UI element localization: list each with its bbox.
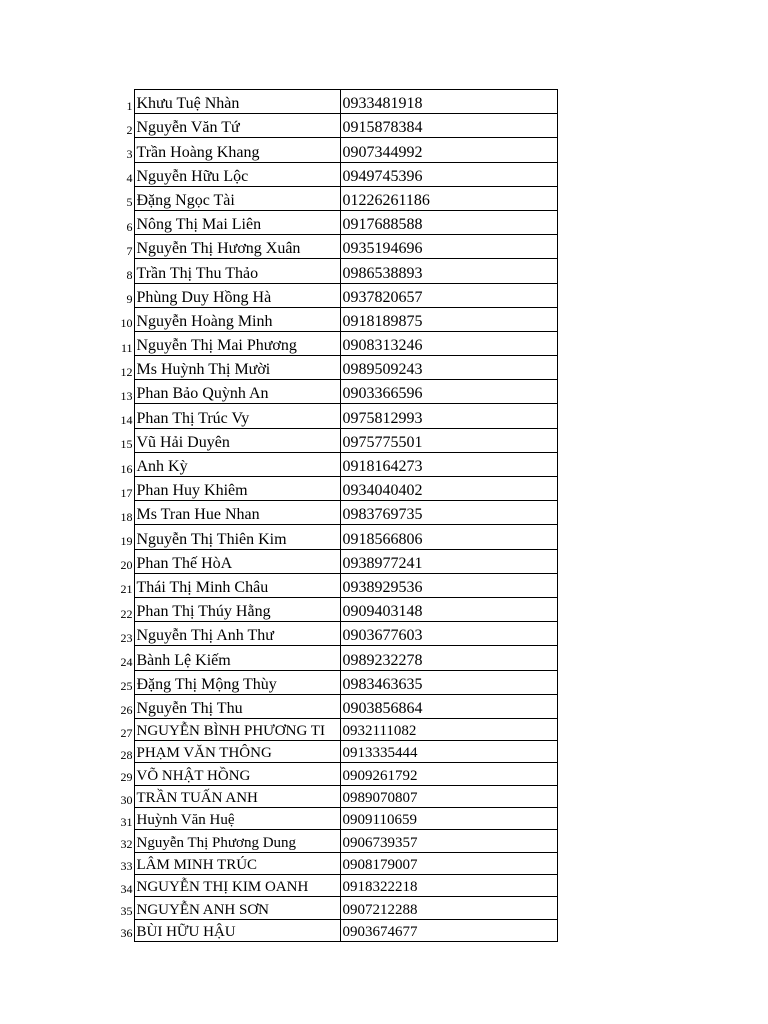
row-number: 9 bbox=[126, 292, 133, 307]
phone-number-cell[interactable]: 0983769735 bbox=[340, 501, 557, 525]
phone-number-cell[interactable]: 0989070807 bbox=[340, 785, 557, 807]
contact-name-cell[interactable]: Trần Thị Thu Thảo bbox=[134, 259, 340, 283]
row-number: 5 bbox=[126, 195, 133, 210]
table-row bbox=[114, 597, 557, 621]
contact-name-cell[interactable]: Nguyễn Hoàng Minh bbox=[134, 307, 340, 331]
table-row bbox=[114, 741, 557, 763]
table-row bbox=[114, 235, 557, 259]
row-number: 3 bbox=[126, 147, 133, 162]
row-number: 32 bbox=[120, 837, 133, 852]
contact-name-cell[interactable]: Anh Kỳ bbox=[134, 452, 340, 476]
contact-name-cell[interactable]: Thái Thị Minh Châu bbox=[134, 573, 340, 597]
phone-number-cell[interactable]: 0937820657 bbox=[340, 283, 557, 307]
phone-number-cell[interactable]: 0917688588 bbox=[340, 210, 557, 234]
table-row bbox=[114, 852, 557, 874]
row-number: 25 bbox=[120, 679, 133, 694]
row-number: 31 bbox=[120, 814, 133, 829]
table-row bbox=[114, 763, 557, 785]
row-number: 4 bbox=[126, 171, 133, 186]
contact-name-cell[interactable]: Nguyễn Hữu Lộc bbox=[134, 162, 340, 186]
contact-name-cell[interactable]: Nguyễn Thị Phương Dung bbox=[134, 830, 340, 852]
row-number: 21 bbox=[120, 582, 133, 597]
table-row bbox=[114, 670, 557, 694]
phone-number-cell[interactable]: 0908179007 bbox=[340, 852, 557, 874]
table-row bbox=[114, 428, 557, 452]
phone-number-cell[interactable]: 0986538893 bbox=[340, 259, 557, 283]
contact-table-body bbox=[114, 90, 557, 942]
contact-name-cell[interactable]: Đặng Thị Mộng Thùy bbox=[134, 670, 340, 694]
contact-name-cell[interactable]: Phùng Duy Hồng Hà bbox=[134, 283, 340, 307]
table-row bbox=[114, 525, 557, 549]
phone-number-cell[interactable]: 0938929536 bbox=[340, 573, 557, 597]
phone-number-cell[interactable]: 0909403148 bbox=[340, 597, 557, 621]
table-row bbox=[114, 259, 557, 283]
phone-number-cell[interactable]: 0918322218 bbox=[340, 874, 557, 896]
table-row bbox=[114, 162, 557, 186]
phone-number-cell[interactable]: 0934040402 bbox=[340, 477, 557, 501]
table-row bbox=[114, 694, 557, 718]
table-row bbox=[114, 404, 557, 428]
phone-number-cell[interactable]: 0907344992 bbox=[340, 138, 557, 162]
table-row bbox=[114, 356, 557, 380]
phone-number-cell[interactable]: 0983463635 bbox=[340, 670, 557, 694]
phone-number-cell[interactable]: 0918164273 bbox=[340, 452, 557, 476]
contact-name-cell[interactable]: Nguyễn Thị Hương Xuân bbox=[134, 235, 340, 259]
contact-name-cell[interactable]: Huỳnh Văn Huệ bbox=[134, 808, 340, 830]
row-number: 12 bbox=[120, 364, 133, 379]
phone-number-cell[interactable]: 0903856864 bbox=[340, 694, 557, 718]
contact-name-cell[interactable]: Bành Lệ Kiếm bbox=[134, 646, 340, 670]
contact-name-cell[interactable]: Khưu Tuệ Nhàn bbox=[134, 90, 340, 114]
contact-name-cell[interactable]: Nông Thị Mai Liên bbox=[134, 210, 340, 234]
row-number: 14 bbox=[120, 413, 133, 428]
table-row bbox=[114, 718, 557, 740]
table-row bbox=[114, 307, 557, 331]
table-row bbox=[114, 622, 557, 646]
row-number: 20 bbox=[120, 558, 133, 573]
row-number: 8 bbox=[126, 268, 133, 282]
contact-name-cell[interactable]: Ms Huỳnh Thị Mười bbox=[134, 356, 340, 380]
table-row bbox=[114, 90, 557, 114]
contact-name-cell[interactable]: Đặng Ngọc Tài bbox=[134, 186, 340, 210]
phone-number-cell[interactable]: 0975775501 bbox=[340, 428, 557, 452]
phone-number-cell[interactable]: 0918189875 bbox=[340, 307, 557, 331]
row-number: 6 bbox=[126, 219, 133, 234]
table-row bbox=[114, 114, 557, 138]
contact-name-cell[interactable]: Nguyễn Văn Tứ bbox=[134, 114, 340, 138]
row-number: 1 bbox=[126, 98, 133, 113]
row-number: 28 bbox=[120, 747, 133, 762]
table-row bbox=[114, 380, 557, 404]
contact-name-cell[interactable]: VÕ NHẬT HỒNG bbox=[134, 763, 340, 785]
phone-number-cell[interactable]: 0932111082 bbox=[340, 718, 557, 740]
phone-number-cell[interactable]: 0949745396 bbox=[340, 162, 557, 186]
table-row bbox=[114, 331, 557, 355]
table-row bbox=[114, 874, 557, 896]
table-row bbox=[114, 830, 557, 852]
phone-number-cell[interactable]: 0933481918 bbox=[340, 90, 557, 114]
table-row bbox=[114, 808, 557, 830]
contact-name-cell[interactable]: Phan Bảo Quỳnh An bbox=[134, 380, 340, 404]
phone-number-cell[interactable]: 0935194696 bbox=[340, 235, 557, 259]
table-row bbox=[114, 501, 557, 525]
phone-number-cell[interactable]: 0989509243 bbox=[340, 356, 557, 380]
table-row bbox=[114, 646, 557, 670]
contact-name-cell[interactable]: NGUYỄN THỊ KIM OANH bbox=[134, 874, 340, 896]
phone-number-cell[interactable]: 0975812993 bbox=[340, 404, 557, 428]
phone-number-cell[interactable]: 0913335444 bbox=[340, 741, 557, 763]
phone-number-cell[interactable]: 0918566806 bbox=[340, 525, 557, 549]
row-number: 26 bbox=[120, 703, 133, 718]
row-number: 7 bbox=[126, 243, 133, 258]
contact-name-cell[interactable]: Phan Thị Thúy Hằng bbox=[134, 597, 340, 621]
contact-name-cell[interactable]: NGUYỄN BÌNH PHƯƠNG TI bbox=[134, 718, 340, 740]
phone-number-cell[interactable]: 0903674677 bbox=[340, 919, 557, 941]
contact-name-cell[interactable]: Phan Thị Trúc Vy bbox=[134, 404, 340, 428]
contact-table bbox=[114, 89, 558, 942]
row-number: 23 bbox=[120, 630, 133, 645]
phone-number-cell[interactable]: 0915878384 bbox=[340, 114, 557, 138]
row-number: 34 bbox=[120, 881, 133, 896]
row-number: 33 bbox=[120, 859, 133, 874]
phone-number-cell[interactable]: 0907212288 bbox=[340, 897, 557, 919]
table-row bbox=[114, 897, 557, 919]
row-number: 17 bbox=[120, 485, 133, 500]
table-row bbox=[114, 919, 557, 941]
contact-name-cell[interactable]: LÂM MINH TRÚC bbox=[134, 852, 340, 874]
row-number: 19 bbox=[120, 534, 133, 549]
row-number: 18 bbox=[120, 509, 133, 524]
table-row bbox=[114, 452, 557, 476]
row-number: 36 bbox=[120, 926, 133, 941]
phone-number-cell[interactable]: 01226261186 bbox=[340, 186, 557, 210]
row-number: 10 bbox=[120, 316, 133, 331]
row-number: 16 bbox=[120, 461, 133, 476]
contact-name-cell[interactable]: Vũ Hải Duyên bbox=[134, 428, 340, 452]
phone-number-cell[interactable]: 0909261792 bbox=[340, 763, 557, 785]
contact-name-cell[interactable]: Phan Thế HòA bbox=[134, 549, 340, 573]
contact-name-cell[interactable]: BÙI HỮU HẬU bbox=[134, 919, 340, 941]
contact-name-cell[interactable]: Nguyễn Thị Thu bbox=[134, 694, 340, 718]
contact-name-cell[interactable]: PHẠM VĂN THÔNG bbox=[134, 741, 340, 763]
contact-name-cell[interactable]: Nguyễn Thị Anh Thư bbox=[134, 622, 340, 646]
contact-name-cell[interactable]: NGUYỄN ANH SƠN bbox=[134, 897, 340, 919]
table-row bbox=[114, 785, 557, 807]
row-number: 27 bbox=[120, 725, 133, 740]
contact-name-cell[interactable]: Nguyễn Thị Thiên Kim bbox=[134, 525, 340, 549]
contact-name-cell[interactable]: Trần Hoàng Khang bbox=[134, 138, 340, 162]
table-row bbox=[114, 283, 557, 307]
row-number: 29 bbox=[120, 770, 133, 785]
row-number: 2 bbox=[126, 122, 133, 137]
row-number: 24 bbox=[120, 655, 133, 669]
phone-number-cell[interactable]: 0989232278 bbox=[340, 646, 557, 670]
contact-sheet bbox=[114, 89, 557, 942]
contact-name-cell[interactable]: Ms Tran Hue Nhan bbox=[134, 501, 340, 525]
table-row bbox=[114, 573, 557, 597]
table-row bbox=[114, 477, 557, 501]
contact-name-cell[interactable]: TRẦN TUẤN ANH bbox=[134, 785, 340, 807]
row-number: 11 bbox=[120, 340, 133, 355]
phone-number-cell[interactable]: 0938977241 bbox=[340, 549, 557, 573]
contact-name-cell[interactable]: Nguyễn Thị Mai Phương bbox=[134, 331, 340, 355]
table-row bbox=[114, 210, 557, 234]
contact-name-cell[interactable]: Phan Huy Khiêm bbox=[134, 477, 340, 501]
row-number: 15 bbox=[120, 437, 133, 452]
row-number: 30 bbox=[120, 792, 133, 807]
phone-number-cell[interactable]: 0903677603 bbox=[340, 622, 557, 646]
table-row bbox=[114, 186, 557, 210]
phone-number-cell[interactable]: 0903366596 bbox=[340, 380, 557, 404]
phone-number-cell[interactable]: 0909110659 bbox=[340, 808, 557, 830]
table-row bbox=[114, 549, 557, 573]
phone-number-cell[interactable]: 0908313246 bbox=[340, 331, 557, 355]
row-number: 22 bbox=[120, 606, 133, 621]
row-number: 13 bbox=[120, 388, 133, 403]
table-row bbox=[114, 138, 557, 162]
row-number: 35 bbox=[120, 904, 133, 919]
phone-number-cell[interactable]: 0906739357 bbox=[340, 830, 557, 852]
